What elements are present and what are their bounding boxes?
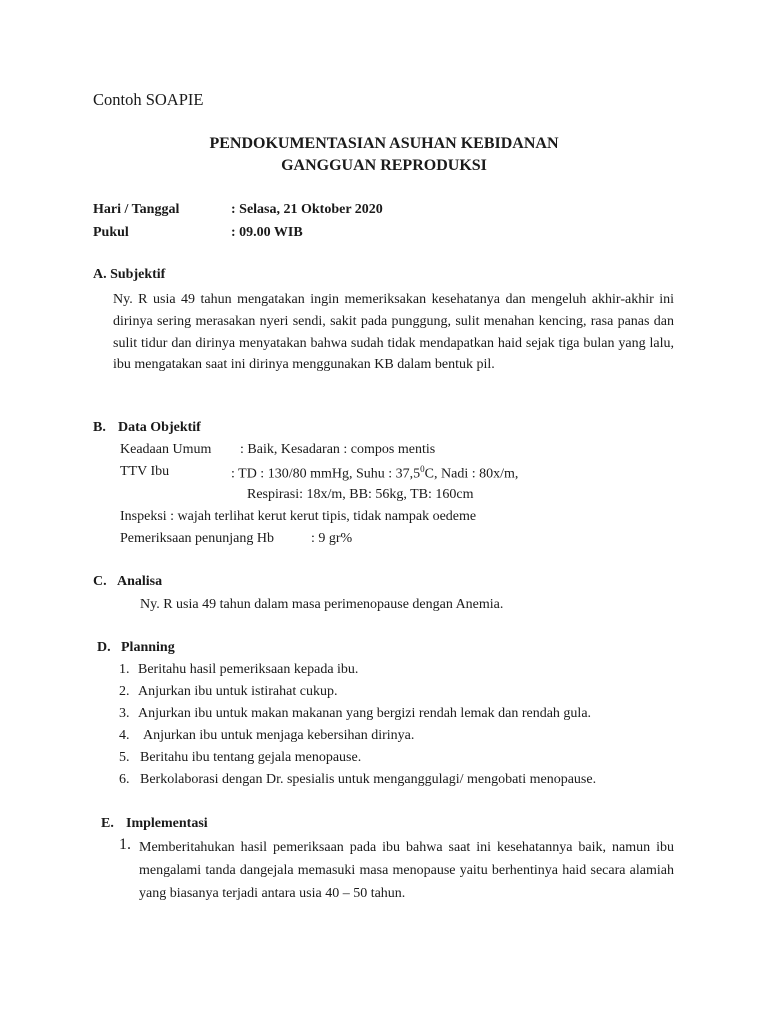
- hari-value: : Selasa, 21 Oktober 2020: [231, 202, 383, 217]
- planning-item-6: Berkolaborasi dengan Dr. spesialis untuk menganggulagi/ mengobati menopause.: [140, 772, 597, 787]
- planning-item-3: Anjurkan ibu untuk makan makanan yang bergizi rendah lemak dan rendah gula.: [138, 706, 592, 721]
- planning-item-5: Beritahu ibu tentang gejala menopause.: [140, 750, 362, 765]
- pukul-value: : 09.00 WIB: [231, 225, 303, 240]
- planning-item-3-num: 3.: [119, 706, 130, 721]
- pukul-label: Pukul: [93, 225, 129, 240]
- implementasi-item-1: Memberitahukan hasil pemeriksaan pada ibu bahwa saat ini kesehatannya baik, namun ibu mengalami tanda dangejala memasuki masa menopause yaitu berhentinya haid secara alamiah yang biasanya terjadi antara usia 40 – 50 tahun.: [139, 840, 674, 901]
- objektif-heading-letter: B.: [93, 420, 106, 435]
- ttv-line2: Respirasi: 18x/m, BB: 56kg, TB: 160cm: [247, 487, 474, 502]
- hari-label: Hari / Tanggal: [93, 202, 180, 217]
- ttv-label: TTV Ibu: [120, 464, 170, 479]
- planning-heading-letter: D.: [97, 640, 111, 655]
- subjektif-text: Ny. R usia 49 tahun mengatakan ingin memeriksakan kesehatanya dan mengeluh akhir-akhir ini dirinya sering merasakan nyeri sendi, sakit pada punggung, sulit menahan kencing, rasa panas dan sulit tidur dan dirinya menyatakan bahwa sudah tidak mendapatkan haid sejak tiga bulan yang lalu, ibu mengatakan saat ini dirinya menggunakan KB dalam bentuk pil.: [113, 292, 674, 373]
- subjektif-heading: A. Subjektif: [93, 267, 166, 282]
- analisa-text: Ny. R usia 49 tahun dalam masa perimenopause dengan Anemia.: [140, 597, 504, 612]
- planning-item-1-num: 1.: [119, 662, 130, 677]
- ttv-value: : TD : 130/80 mmHg, Suhu : 37,5$^0$C, Nadi : 80x/m,: [231, 464, 519, 482]
- planning-item-2: Anjurkan ibu untuk istirahat cukup.: [138, 684, 338, 699]
- planning-item-6-num: 6.: [119, 772, 130, 787]
- planning-item-4: Anjurkan ibu untuk menjaga kebersihan dirinya.: [143, 728, 415, 743]
- planning-heading: Planning: [121, 640, 175, 655]
- intro-label: Contoh SOAPIE: [93, 90, 204, 109]
- planning-item-1: Beritahu hasil pemeriksaan kepada ibu.: [138, 662, 359, 677]
- document-title-line1: PENDOKUMENTASIAN ASUHAN KEBIDANAN: [209, 135, 559, 152]
- document-title-line2: GANGGUAN REPRODUKSI: [281, 157, 487, 174]
- penunjang-label: Pemeriksaan penunjang Hb: [120, 531, 274, 546]
- objektif-heading: Data Objektif: [118, 420, 201, 435]
- implementasi-heading-letter: E.: [101, 816, 114, 831]
- implementasi-item-1-num: 1.: [119, 836, 131, 853]
- keadaan-umum-value: : Baik, Kesadaran : compos mentis: [240, 442, 436, 457]
- inspeksi-text: Inspeksi : wajah terlihat kerut kerut tipis, tidak nampak oedeme: [120, 509, 477, 524]
- analisa-heading-letter: C.: [93, 574, 107, 589]
- planning-item-4-num: 4.: [119, 728, 130, 743]
- analisa-heading: Analisa: [117, 574, 163, 589]
- keadaan-umum-label: Keadaan Umum: [120, 442, 212, 457]
- implementasi-heading: Implementasi: [126, 816, 208, 831]
- planning-item-2-num: 2.: [119, 684, 130, 699]
- penunjang-value: : 9 gr%: [311, 531, 353, 546]
- planning-item-5-num: 5.: [119, 750, 130, 765]
